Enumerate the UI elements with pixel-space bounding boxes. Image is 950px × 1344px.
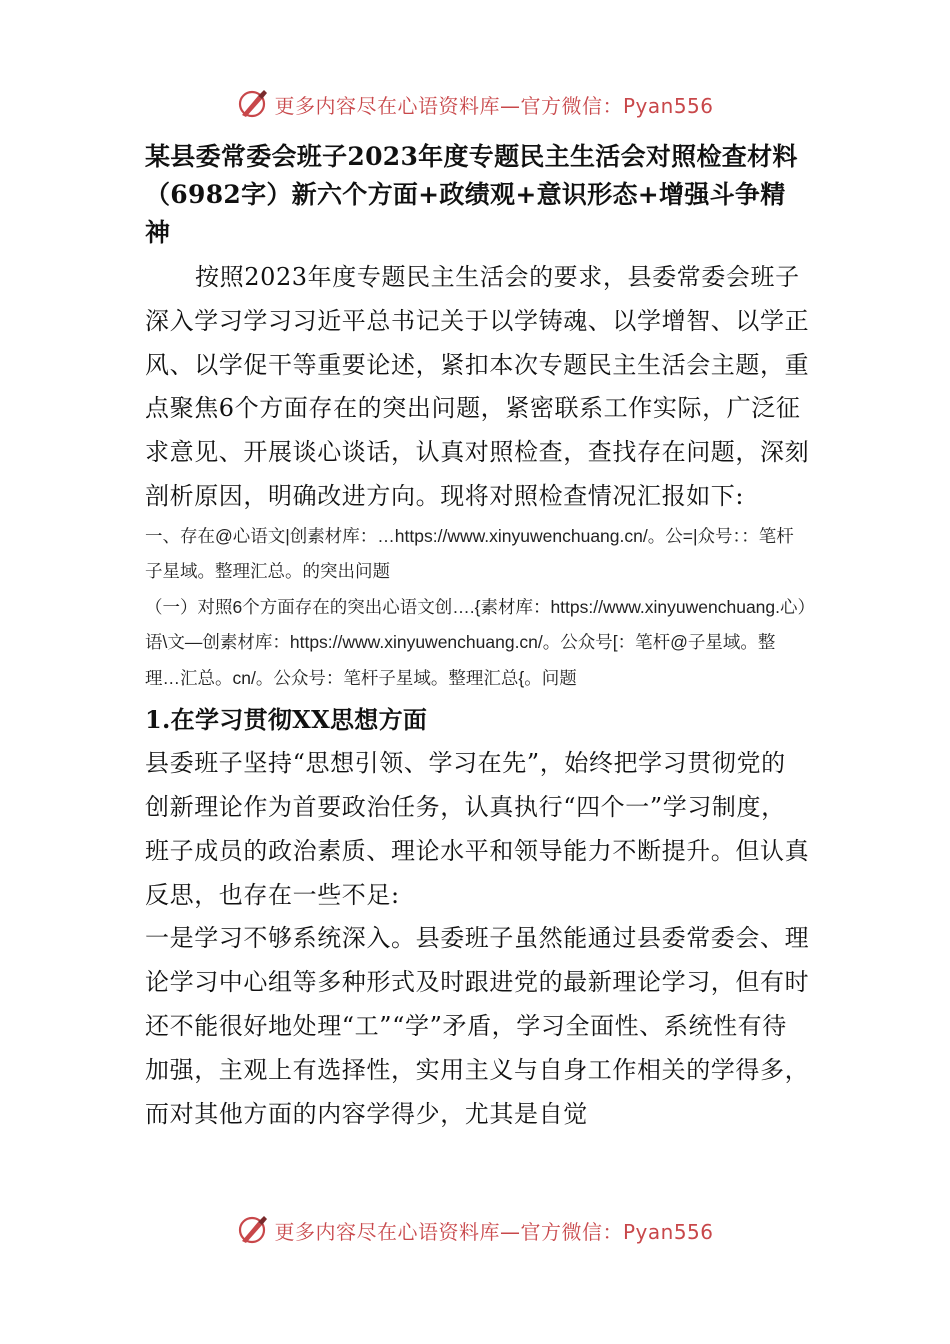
section-heading-1: 一、存在@心语文|创素材库：…https://www.xinyuwenchuang.cn/。公=|众号：：笔杆子星域。整理汇总。的突出问题 xyxy=(145,525,794,582)
watermark-text xyxy=(274,1216,713,1245)
watermark-text xyxy=(274,90,713,119)
document-title: 某县委常委会班子2023年度专题民主生活会对照检查材料（6982字）新六个方面+政绩观+意识形态+增强斗争精神 xyxy=(145,142,798,247)
watermark-text-cn: 更多内容尽在心语资料库—官方微信： xyxy=(274,93,623,118)
subsection-heading-1: （一）对照6个方面存在的突出心语文创….{素材库：https://www.xinyuwenchuang.心）语\文—创素材库：https://www.xinyuwenchuang.cn/。公众号[：笔杆@子星域。整理…汇总。cn/。公众号：笔杆子星域。整理汇总{。问题 xyxy=(145,596,807,688)
intro-paragraph: 按照2023年度专题民主生活会的要求，县委常委会班子深入学习学习习近平总书记关于以学铸魂、以学增智、以学正风、以学促干等重要论述，紧扣本次专题民主生活会主题，重点聚焦6个方面存在的突出问题，紧密联系工作实际，广泛征求意见、开展谈心谈话，认真对照检查，查找存在问题，深刻剖析原因，明确改进方向。现将对照检查情况汇报如下: xyxy=(145,263,810,510)
heading-study: 1.在学习贯彻XX思想方面 xyxy=(145,705,428,735)
document-body xyxy=(145,138,810,1136)
footer-watermark xyxy=(0,1210,950,1250)
paragraph-1: 县委班子坚持“思想引领、学习在先”，始终把学习贯彻党的创新理论作为首要政治任务，认真执行“四个一”学习制度，班子成员的政治素质、理论水平和领导能力不断提升。但认真反思，也存在一些不足: xyxy=(145,749,810,909)
paragraph-2: 一是学习不够系统深入。县委班子虽然能通过县委常委会、理论学习中心组等多种形式及时跟进党的最新理论学习，但有时还不能很好地处理“工”“学”矛盾，学习全面性、系统性有待加强，主观上有选择性，实用主义与自身工作相关的学得多，而对其他方面的内容学得少，尤其是自觉 xyxy=(145,924,810,1128)
header-watermark xyxy=(0,84,950,124)
pen-circle-logo-icon xyxy=(236,1213,270,1247)
pen-circle-logo-icon xyxy=(236,87,270,121)
watermark-text-id: Pyan556 xyxy=(622,1219,714,1244)
watermark-text-cn: 更多内容尽在心语资料库—官方微信： xyxy=(274,1219,623,1244)
watermark-text-id: Pyan556 xyxy=(622,93,714,118)
